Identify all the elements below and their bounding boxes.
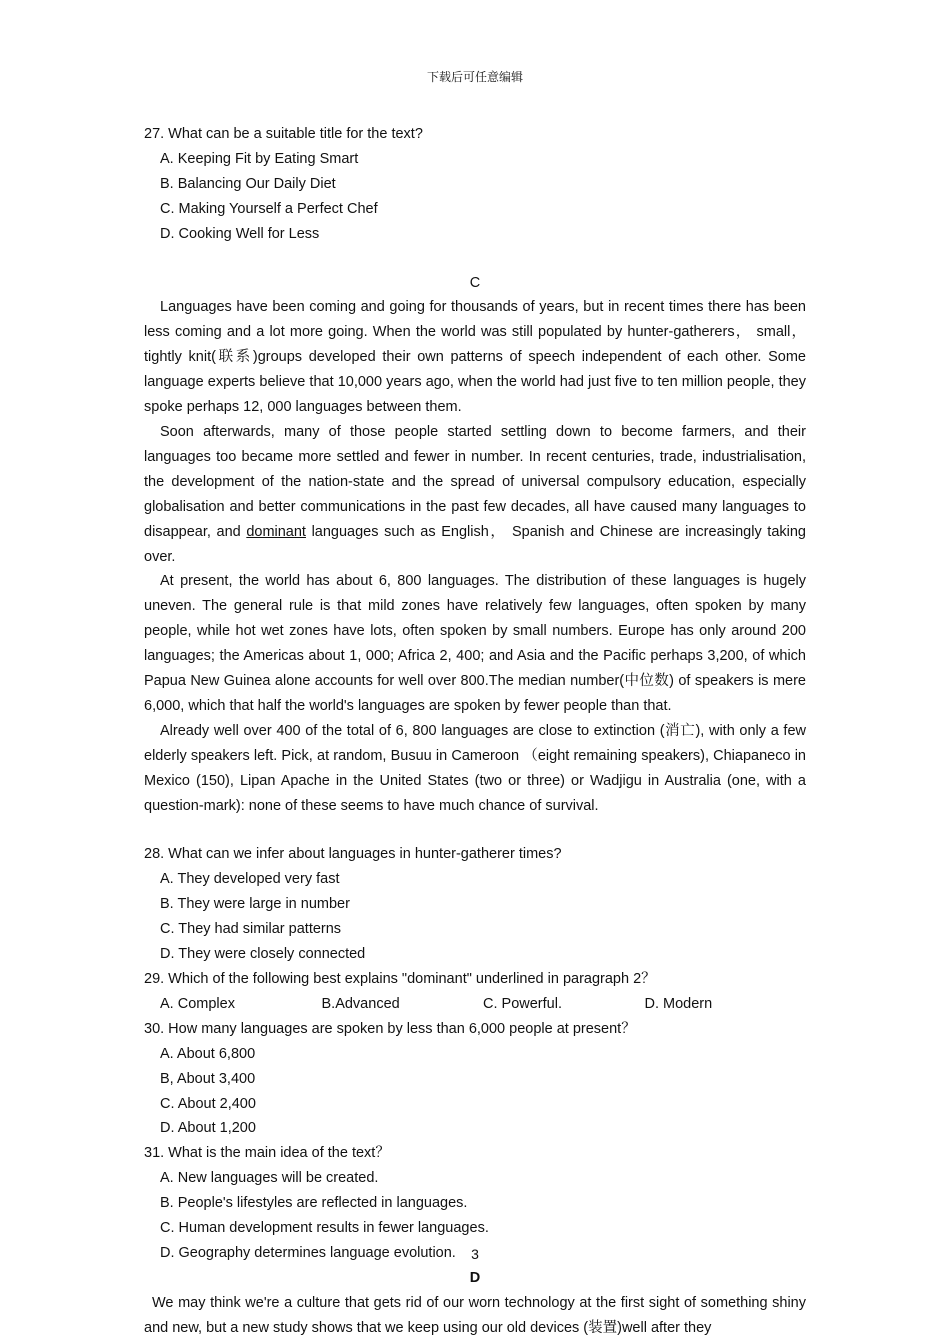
question-stem: 31. What is the main idea of the text？ xyxy=(144,1145,390,1162)
option-a: A. Keeping Fit by Eating Smart xyxy=(160,150,359,167)
section-c-heading: C xyxy=(469,274,481,291)
option-d: D. They were closely connected xyxy=(160,946,366,963)
document-body xyxy=(144,122,806,1341)
options xyxy=(144,867,806,967)
question-stem: 28. What can we infer about languages in hunter-gatherer times? xyxy=(144,846,562,863)
option-d: D. About 1,200 xyxy=(160,1120,256,1137)
paragraph-d1: We may think we're a culture that gets rid of our worn technology at the first sight of something shiny and new, but a new study shows that we keep using our old devices (装置)well after they xyxy=(144,1294,806,1336)
option-b: B. They were large in number xyxy=(160,896,350,913)
option-a: A. About 6,800 xyxy=(160,1045,256,1062)
paragraph-c2-part2: languages such as English， Spanish and Chinese are increasingly taking over. xyxy=(144,523,806,565)
question-28 xyxy=(144,842,806,967)
question-stem: 30. How many languages are spoken by less than 6,000 people at present？ xyxy=(144,1020,636,1037)
option-c: C. Human development results in fewer languages. xyxy=(160,1220,489,1237)
option-a: A. New languages will be created. xyxy=(160,1170,379,1187)
underlined-word: dominant xyxy=(246,523,306,540)
option-b: B, About 3,400 xyxy=(160,1070,256,1087)
option-d: D. Cooking Well for Less xyxy=(160,225,320,242)
paragraph-c2 xyxy=(144,420,806,569)
question-27 xyxy=(144,122,806,247)
option-c: C. They had similar patterns xyxy=(160,921,342,938)
option-c: C. Making Yourself a Perfect Chef xyxy=(160,200,378,217)
question-stem: 29. Which of the following best explains "dominant" underlined in paragraph 2？ xyxy=(144,971,656,987)
options xyxy=(144,992,806,1017)
section-d-heading: D xyxy=(469,1269,481,1286)
question-stem: 27. What can be a suitable title for the text? xyxy=(144,126,423,142)
question-30 xyxy=(144,1017,806,1142)
paragraph-c2-part1: Soon afterwards, many of those people started settling down to become farmers, and their languages too became more settled and fewer in number. In recent centuries, trade, industrialisation, the development of the nation-state and the spread of universal compulsory education, especially globalisation and better communications in the past few decades, all have caused many languages to disappear, and xyxy=(144,423,806,540)
question-29 xyxy=(144,967,806,1017)
option-a: A. They developed very fast xyxy=(160,871,340,888)
option-b: B. Balancing Our Daily Diet xyxy=(160,175,336,192)
option-d: D. Geography determines language evolution. xyxy=(160,1244,456,1261)
option-b: B. People's lifestyles are reflected in languages. xyxy=(160,1195,468,1212)
option-c: C. About 2,400 xyxy=(160,1095,256,1112)
options xyxy=(144,147,806,247)
paragraph-c4: Already well over 400 of the total of 6, 800 languages are close to extinction (消亡), with only a few elderly speakers left. Pick, at random, Busuu in Cameroon （eight remaining speakers), Chiapaneco in Mexico (150), Lipan Apache in the United States (two or three) or Wadjigu in Australia (one, with a question-mark): none of these seems to have much chance of survival. xyxy=(144,722,806,814)
options xyxy=(144,1042,806,1142)
page-number: 3 xyxy=(471,1246,479,1262)
option-b: B.Advanced xyxy=(321,995,400,1012)
option-a: A. Complex xyxy=(160,995,235,1012)
option-c: C. Powerful. xyxy=(483,995,562,1012)
page-header: 下载后可任意编辑 xyxy=(426,70,523,84)
paragraph-c3: At present, the world has about 6, 800 languages. The distribution of these languages is hugely uneven. The general rule is that mild zones have relatively few languages, often spoken by many people, while hot wet zones have lots, often spoken by small numbers. Europe has only around 200 languages; the Americas about 1, 000; Africa 2, 400; and Asia and the Pacific perhaps 3,200, of which Papua New Guinea alone accounts for well over 800.The median number(中位数) of speakers is mere 6,000, which that half the world's languages are spoken by fewer people than that. xyxy=(144,573,806,714)
option-d: D. Modern xyxy=(644,995,713,1012)
paragraph-c1: Languages have been coming and going for thousands of years, but in recent times there has been less coming and a lot more going. When the world was still populated by hunter-gatherers， small， tightly knit(联系)groups developed their own patterns of speech independent of each other. Some language experts believe that 10,000 years ago, when the world had just five to ten million people, they spoke perhaps 12, 000 languages between them. xyxy=(144,299,806,416)
